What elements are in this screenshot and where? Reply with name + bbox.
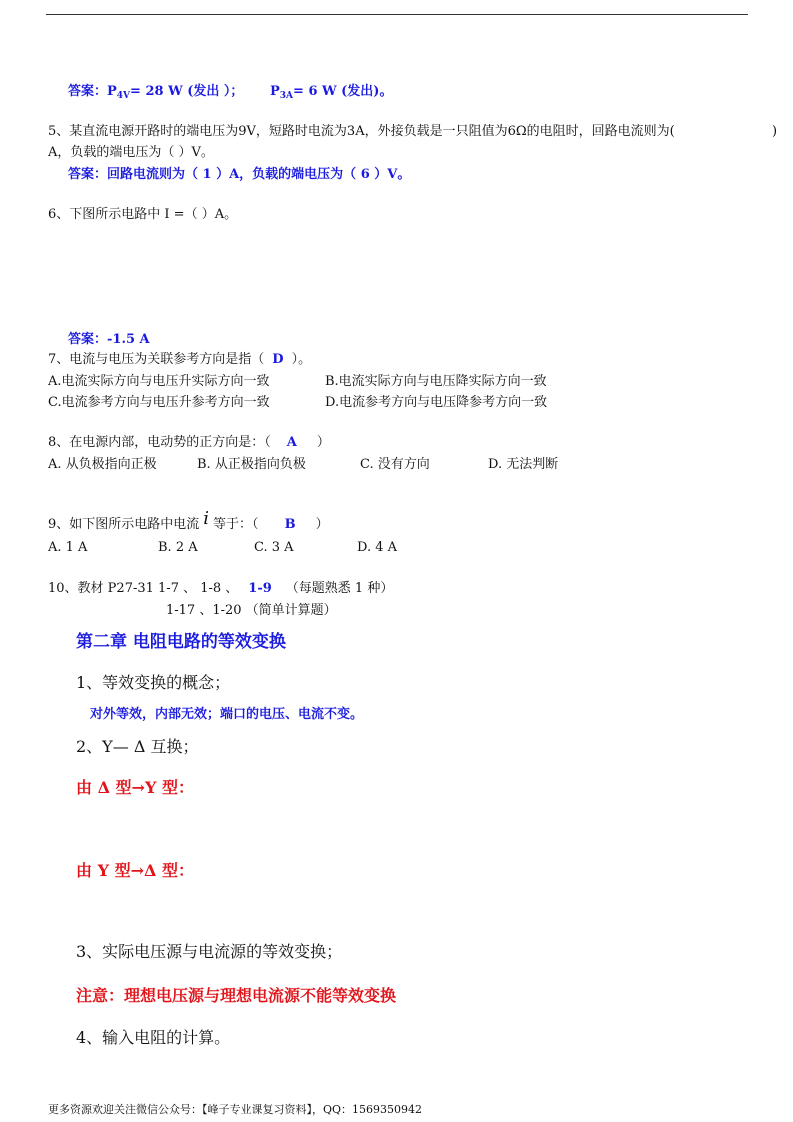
q9-option-c: C. 3 A — [254, 540, 294, 555]
source-transform-note: 注意：理想电压源与理想电流源不能等效变换 — [76, 986, 397, 1005]
q7-option-a: A.电流实际方向与电压升实际方向一致 — [48, 374, 270, 389]
footer-text: 更多资源欢迎关注微信公众号：【峰子专业课复习资料】，QQ：1569350942 — [48, 1103, 423, 1116]
current-symbol-i: i — [203, 508, 210, 529]
q8-option-a: A. 从负极指向正极 — [48, 457, 157, 472]
q7-option-b: B.电流实际方向与电压降实际方向一致 — [325, 374, 547, 389]
q9-question: 9、如下图所示电路中电流 i 等于：（ B ） — [48, 508, 329, 532]
q9-option-a: A. 1 A — [48, 540, 88, 555]
item-equivalent-concept: 1、等效变换的概念； — [76, 673, 231, 692]
item-source-transform: 3、实际电压源与电流源的等效变换； — [76, 942, 343, 961]
q7-question: 7、电流与电压为关联参考方向是指（ D ）。 — [48, 352, 312, 367]
q5-line1: 5、某直流电源开路时的端电压为9V，短路时电流为3A，外接负载是一只阻值为6Ω的电阻时，回路电流则为( — [48, 124, 675, 139]
q5-answer: 答案：回路电流则为（ 1 ）A，负载的端电压为（ 6 ）V。 — [68, 167, 411, 182]
item-input-resistance: 4、输入电阻的计算。 — [76, 1028, 231, 1047]
chapter-title: 第二章 电阻电路的等效变换 — [76, 632, 286, 652]
item-y-delta: 2、Y— Δ 互换； — [76, 737, 199, 756]
q8-option-b: B. 从正极指向负极 — [197, 457, 306, 472]
item-equivalent-note: 对外等效，内部无效；端口的电压、电流不变。 — [90, 707, 364, 722]
q9-option-d: D. 4 A — [357, 540, 398, 555]
q8-question: 8、在电源内部，电动势的正方向是：（ A ） — [48, 435, 330, 450]
q8-option-d: D. 无法判断 — [488, 457, 559, 472]
q6-question: 6、下图所示电路中 I =（ ）A。 — [48, 207, 238, 222]
q5-line2: A，负载的端电压为（ ）V。 — [48, 145, 214, 160]
q4-answer-second: $P_{3A}= 6$ W (发出)。 — [270, 84, 393, 101]
q5-line1-end: ) — [772, 124, 778, 139]
q7-option-d: D.电流参考方向与电压降参考方向一致 — [325, 395, 548, 410]
q7-option-c: C.电流参考方向与电压升参考方向一致 — [48, 395, 270, 410]
q9-option-b: B. 2 A — [158, 540, 198, 555]
q4-answer: 答案：$P_{4V}= 28$ W (发出 ）； — [68, 84, 244, 101]
q10-line2: 1-17 、1-20 （简单计算题） — [166, 603, 337, 618]
delta-to-y-heading: 由 Δ 型→Y 型： — [76, 778, 194, 797]
q10-line1: 10、教材 P27-31 1-7 、 1-8 、 1-9 （每题熟悉 1 种） — [48, 581, 394, 596]
q6-answer: 答案：-1.5 A — [68, 332, 150, 347]
y-to-delta-heading: 由 Y 型→Δ 型： — [76, 861, 194, 880]
header-rule — [46, 14, 748, 15]
q8-option-c: C. 没有方向 — [360, 457, 430, 472]
